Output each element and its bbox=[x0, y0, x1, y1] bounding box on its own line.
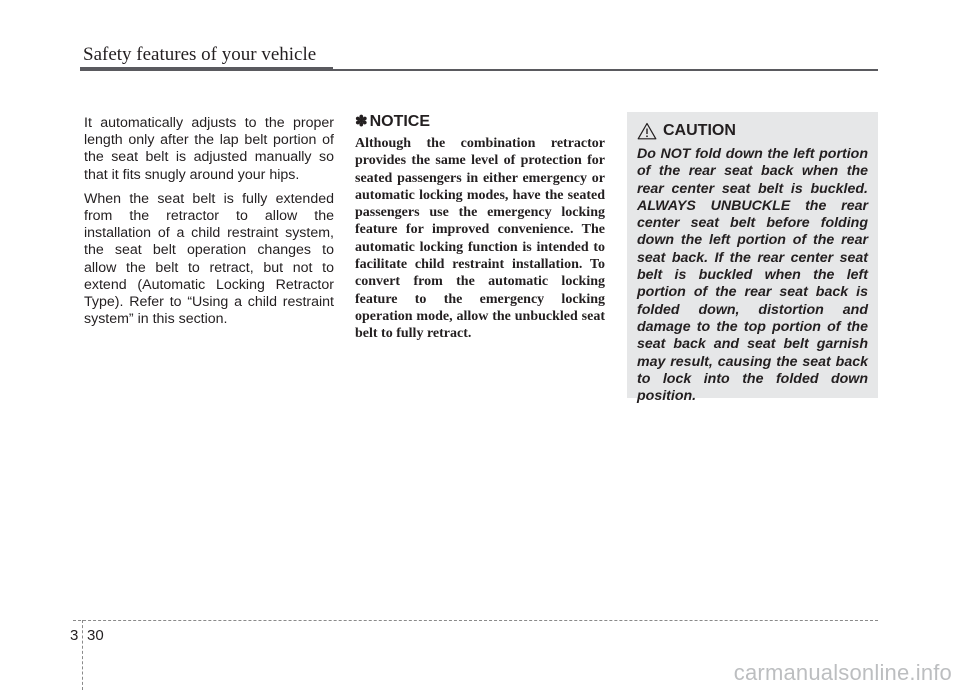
caution-box bbox=[627, 112, 878, 405]
page-header-title: Safety features of your vehicle bbox=[83, 44, 317, 65]
notice-body: Although the combination retractor provides the same level of protection for seated passengers in either emergency or automatic locking modes, have the seated passengers use the emergency locking feature for improved convenience. The automatic locking function is intended to facilitate child restraint installation. To convert from the automatic locking feature to the emergency locking operation mode, allow the unbuckled seat belt to fully retract. bbox=[355, 136, 605, 342]
footer-divider bbox=[82, 620, 83, 690]
warning-triangle-icon bbox=[637, 122, 657, 140]
header-rule-thick bbox=[80, 67, 333, 71]
notice-heading-text: NOTICE bbox=[369, 113, 431, 130]
footer-rule bbox=[73, 620, 878, 621]
notice-star-icon: ✽ bbox=[355, 113, 368, 130]
left-paragraph-1: It automatically adjusts to the proper length only after the lap belt portion of the seat belt is adjusted manually so that it fits snugly around your hips. bbox=[84, 115, 334, 183]
page-number: 30 bbox=[87, 627, 104, 644]
notice-section bbox=[355, 112, 605, 343]
chapter-number: 3 bbox=[70, 627, 79, 644]
header-rule-thin bbox=[333, 69, 878, 71]
left-column bbox=[84, 115, 334, 335]
left-paragraph-2: When the seat belt is fully extended from the retractor to allow the installation of a child restraint system, the seat belt operation changes to allow the belt to retract, but not to extend (Automatic Locking Retractor Type). Refer to “Using a child restraint system” in this section. bbox=[84, 190, 334, 328]
caution-heading bbox=[637, 122, 868, 140]
watermark: carmanualsonline.info bbox=[733, 660, 952, 685]
caution-heading-text: CAUTION bbox=[663, 122, 736, 139]
notice-heading bbox=[355, 112, 605, 131]
caution-body: Do NOT fold down the left portion of the rear seat back when the rear center seat belt is buckled. ALWAYS UNBUCKLE the rear center seat belt before folding down the left portion of the rear seat back. If the rear center seat belt is buckled when the left portion of the rear seat back is folded down, distortion and damage to the top portion of the seat back and seat belt garnish may result, causing the seat back to lock into the folded down position. bbox=[637, 146, 868, 405]
